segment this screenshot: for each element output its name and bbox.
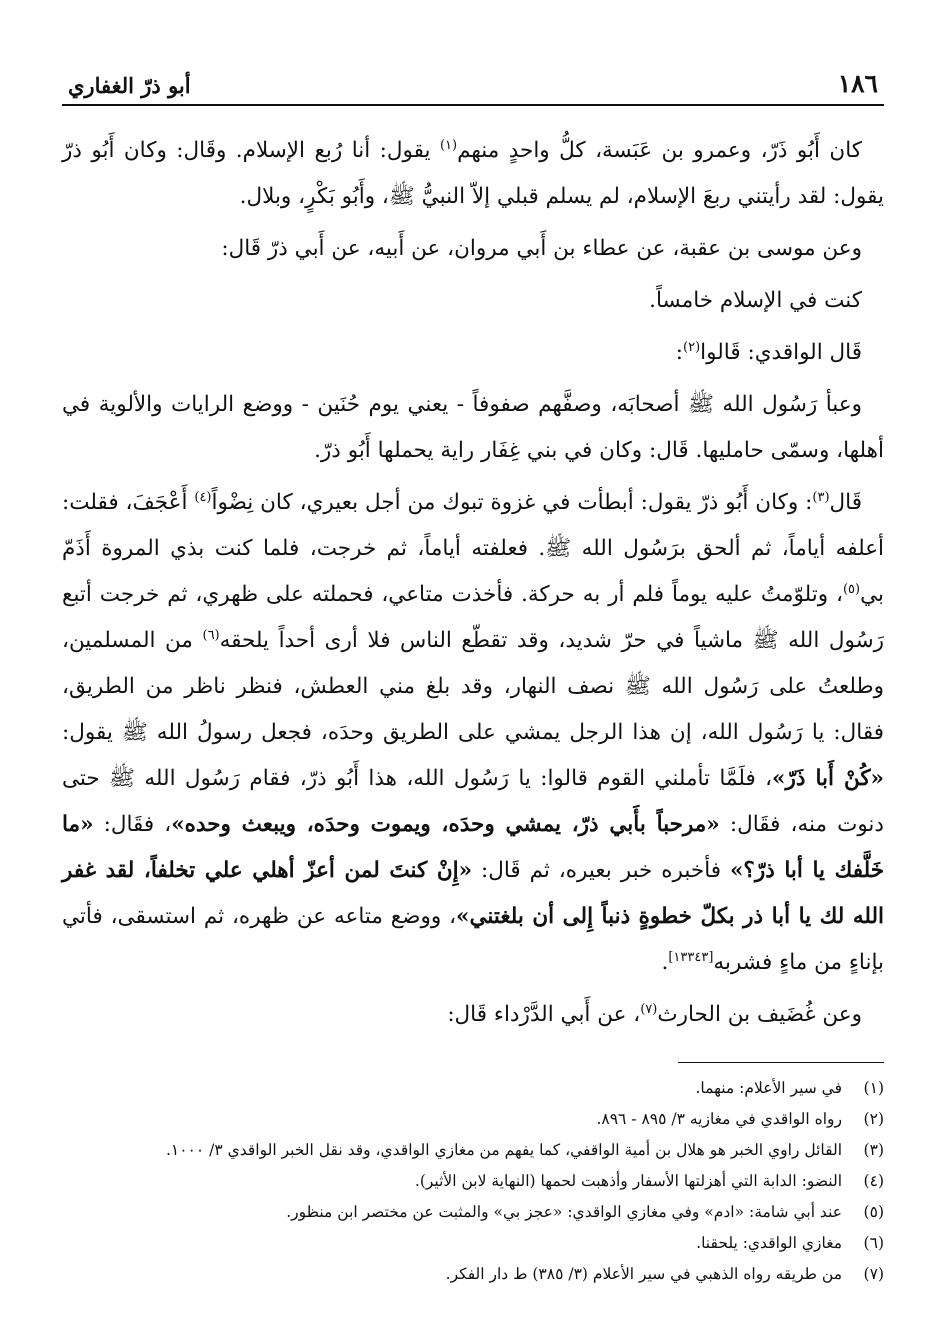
footnote-number: (٢) bbox=[863, 1110, 884, 1128]
footnote-number: (٣) bbox=[863, 1141, 884, 1159]
footnote-text: من طريقه رواه الذهبي في سير الأعلام (٣/ ٣٨٥) ط دار الفكر. bbox=[445, 1265, 842, 1283]
quoted-hadith-text: «إِنْ كنتَ لمن أعزّ أهلي علي تخلفاً، لقد غفر الله لك يا أبا ذر بكلّ خطوةٍ ذنباً إِلى أن بلغتني» bbox=[62, 858, 884, 929]
footnote-number: (٥) bbox=[863, 1203, 884, 1221]
note-marker: (٤) bbox=[194, 489, 212, 505]
quoted-hadith-text: «مرحباً بأَبي ذرّ، يمشي وحدَه، ويموت وحدَه، ويبعث وحده» bbox=[171, 812, 720, 837]
footnote bbox=[62, 1197, 884, 1228]
text-run: ، فقَال: bbox=[93, 812, 172, 837]
text-run: كان أَبُو ذَرّ، وعمرو بن عَبَسة، كلُّ واحدٍ منهم bbox=[457, 138, 862, 163]
paragraph bbox=[62, 330, 884, 376]
footnote bbox=[62, 1104, 884, 1135]
text-run: ، عن أَبي الدَّرْداء قَال: bbox=[447, 1002, 641, 1027]
quoted-hadith-text: «ما خَلَّفك يا أبا ذرّ؟» bbox=[62, 812, 884, 883]
text-run: ، ووضع متاعه عن ظهره، ثم استسقى، فأتي بإناءٍ من ماءٍ فشربه bbox=[62, 904, 884, 975]
text-run: يقول: أنا رُبع الإسلام. وقَال: وكان أَبُو ذرّ يقول: لقد رأيتني ربعَ الإسلام، لم يسلم قبلي إلاّ النبيُّ ﷺ، وأَبُو بَكْرٍ، وبلال. bbox=[62, 138, 884, 209]
note-marker: (٧) bbox=[640, 1001, 658, 1017]
text-run: كنت في الإسلام خامساً. bbox=[649, 288, 862, 313]
paragraph bbox=[62, 382, 884, 474]
note-marker: (٣) bbox=[812, 489, 830, 505]
footnote-text: في سير الأعلام: منهما. bbox=[695, 1079, 842, 1097]
text-run: : وكان أَبُو ذرّ يقول: أبطأت في غزوة تبوك من أجل بعيري، كان نِضْواً bbox=[211, 490, 813, 515]
footnote bbox=[62, 1228, 884, 1259]
text-run: وعن موسى بن عقبة، عن عطاء بن أَبي مروان، عن أَبيه، عن أَبي ذرّ قَال: bbox=[221, 236, 862, 261]
main-text bbox=[62, 128, 884, 1038]
text-run: قَال الواقدي: قَالوا bbox=[700, 340, 862, 365]
text-run: . bbox=[661, 950, 669, 975]
footnote-number: (٦) bbox=[863, 1234, 884, 1252]
footnote-separator bbox=[678, 1062, 884, 1063]
note-marker: (٢) bbox=[683, 339, 701, 355]
footnotes-list bbox=[62, 1073, 884, 1290]
text-run: ، فلَمَّا تأملني القوم قالوا: يا رَسُول الله، هذا أَبُو ذرّ، فقام رَسُول الله ﷺ حتى دنوت منه، فقَال: bbox=[62, 766, 884, 837]
text-run: قَال bbox=[829, 490, 862, 515]
footnote-text: النضو: الدابة التي أهزلتها الأسفار وأذهبت لحمها (النهاية لابن الأثير). bbox=[414, 1172, 842, 1190]
text-run: ، وتلوّمتُ عليه يوماً فلم أر به حركة. فأخذت متاعي، فحملته على ظهري، ثم خرجت أتبع رَسُول الله ﷺ ماشياً في حرّ شديد، وقد تقطّع الناس فلا أرى أحداً يلحقه bbox=[62, 582, 885, 653]
paragraph bbox=[62, 992, 884, 1038]
text-run: من المسلمين، وطلعتُ على رَسُول الله ﷺ نصف النهار، وقد بلغ مني العطش، فنظر ناظر من الطريق، فقال: يا رَسُول الله، إن هذا الرجل يمشي على الطريق وحدَه، فجعل رسولُ الله ﷺ يقول: bbox=[62, 628, 884, 745]
footnote-text: رواه الواقدي في مغازيه ٣/ ٨٩٥ - ٨٩٦. bbox=[596, 1110, 842, 1128]
paragraph bbox=[62, 480, 884, 986]
footnote bbox=[62, 1259, 884, 1290]
footnote bbox=[62, 1135, 884, 1166]
note-marker: (٦) bbox=[202, 627, 220, 643]
note-marker: (١) bbox=[439, 137, 458, 153]
footnote-number: (٤) bbox=[863, 1172, 884, 1190]
text-run: : bbox=[675, 340, 684, 365]
page-header bbox=[62, 66, 884, 106]
footnote-text: عند أبي شامة: «ادم» وفي مغازي الواقدي: «عجز بي» والمثبت عن مختصر ابن منظور. bbox=[286, 1203, 842, 1221]
book-page bbox=[62, 66, 884, 1286]
paragraph bbox=[62, 128, 884, 220]
note-marker: (٥) bbox=[842, 581, 861, 597]
running-title: أبو ذرّ الغفاري bbox=[68, 73, 191, 98]
footnote-number: (٧) bbox=[863, 1265, 884, 1283]
note-marker: [١٣٣٤٣] bbox=[668, 949, 714, 965]
footnote-text: القائل راوي الخبر هو هلال بن أمية الواقفي، كما يفهم من مغازي الواقدي، وقد نقل الخبر الواقدي ٣/ ١٠٠٠. bbox=[165, 1141, 842, 1159]
page-number: ١٨٦ bbox=[837, 69, 878, 98]
footnote-text: مغازي الواقدي: يلحقنا. bbox=[696, 1234, 842, 1252]
footnote bbox=[62, 1073, 884, 1104]
footnote bbox=[62, 1166, 884, 1197]
text-run: فأخبره خبر بعيره، ثم قَال: bbox=[472, 858, 730, 883]
footnote-number: (١) bbox=[863, 1079, 884, 1097]
text-run: وعبأ رَسُول الله ﷺ أصحابَه، وصفَّهم صفوفاً - يعني يوم حُنَين - ووضع الرايات والألوية في أهلها، وسمّى حامليها. قَال: وكان في بني غِفَار راية يحملها أَبُو ذرّ. bbox=[62, 392, 884, 463]
paragraph bbox=[62, 278, 884, 324]
quoted-hadith-text: «كُنْ أَبا ذَرّ» bbox=[772, 766, 884, 791]
text-run: وعن غُضَيف بن الحارث bbox=[657, 1002, 862, 1027]
paragraph bbox=[62, 226, 884, 272]
text-run: أَعْجَفَ، فقلت: أعلفه أياماً، ثم ألحق برَسُول الله ﷺ. فعلفته أياماً، ثم خرجت، فلما كنت بذي المروة أَذَمّ بي bbox=[62, 490, 884, 607]
